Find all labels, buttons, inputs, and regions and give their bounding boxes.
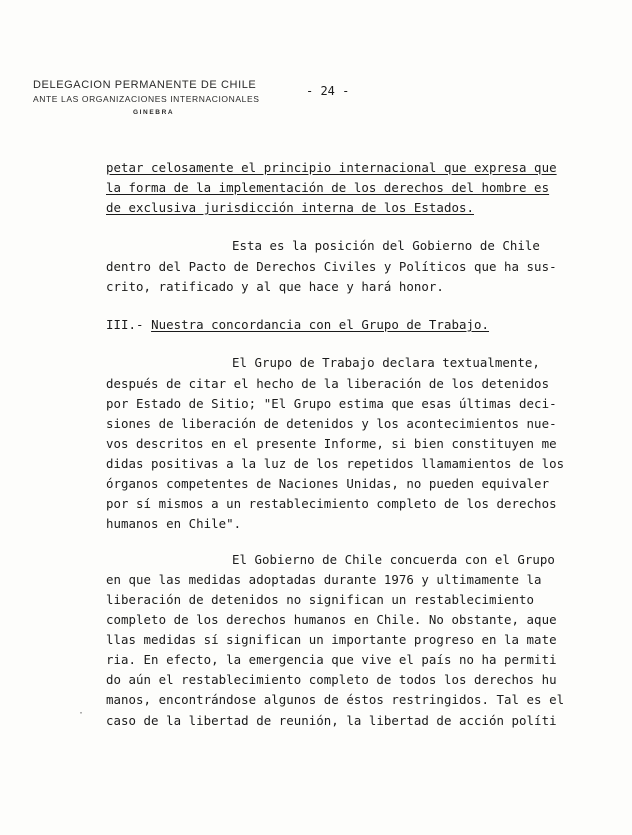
text-line: dentro del Pacto de Derechos Civiles y Políticos que ha sus- — [106, 259, 557, 274]
letterhead-line-1: DELEGACION PERMANENTE DE CHILE — [33, 79, 257, 91]
letterhead — [33, 79, 260, 116]
section-number: III.- — [106, 317, 152, 332]
margin-dot: · — [78, 708, 85, 719]
text-line: la forma de la implementación de los derechos del hombre es — [106, 180, 550, 195]
text-line: El Gobierno de Chile concuerda con el Grupo — [232, 552, 555, 567]
text-line: liberación de detenidos no significan un restablecimiento — [106, 592, 535, 607]
text-line: por sí mismos a un restablecimiento completo de los derechos — [106, 496, 557, 511]
text-line: de exclusiva jurisdicción interna de los Estados. — [106, 200, 474, 215]
letterhead-line-3: GINEBRA — [133, 109, 175, 116]
text-line: petar celosamente el principio internacional que expresa que — [106, 160, 557, 175]
text-line: do aún el restablecimiento completo de todos los derechos hu — [106, 672, 557, 687]
text-line: El Grupo de Trabajo declara textualmente, — [232, 355, 540, 370]
text-line: humanos en Chile". — [106, 516, 242, 531]
text-line: siones de liberación de detenidos y los acontecimientos nue- — [106, 416, 557, 431]
text-line: vos descritos en el presente Informe, si bien constituyen me — [106, 436, 557, 451]
text-line: manos, encontrándose algunos de éstos restringidos. Tal es el — [106, 692, 565, 707]
text-line: didas positivas a la luz de los repetidos llamamientos de los — [106, 456, 565, 471]
text-line: completo de los derechos humanos en Chile. No obstante, aque — [106, 612, 557, 627]
text-line: por Estado de Sitio; "El Grupo estima que esas últimas deci- — [106, 396, 557, 411]
page-number: - 24 - — [306, 84, 350, 98]
text-line: llas medidas sí significan un importante progreso en la mate — [106, 632, 557, 647]
text-line: crito, ratificado y al que hace y hará honor. — [106, 279, 444, 294]
text-line: en que las medidas adoptadas durante 1976 y ultimamente la — [106, 572, 542, 587]
letterhead-line-2: ANTE LAS ORGANIZACIONES INTERNACIONALES — [33, 94, 260, 104]
text-line: después de citar el hecho de la liberación de los detenidos — [106, 376, 550, 391]
text-line: caso de la libertad de reunión, la libertad de acción políti — [106, 713, 557, 728]
section-heading — [106, 317, 489, 332]
section-title: Nuestra concordancia con el Grupo de Trabajo. — [151, 317, 490, 332]
text-line: órganos competentes de Naciones Unidas, no pueden equivaler — [106, 476, 550, 491]
text-line: Esta es la posición del Gobierno de Chile — [232, 238, 540, 253]
text-line: ria. En efecto, la emergencia que vive el país no ha permiti — [106, 652, 557, 667]
